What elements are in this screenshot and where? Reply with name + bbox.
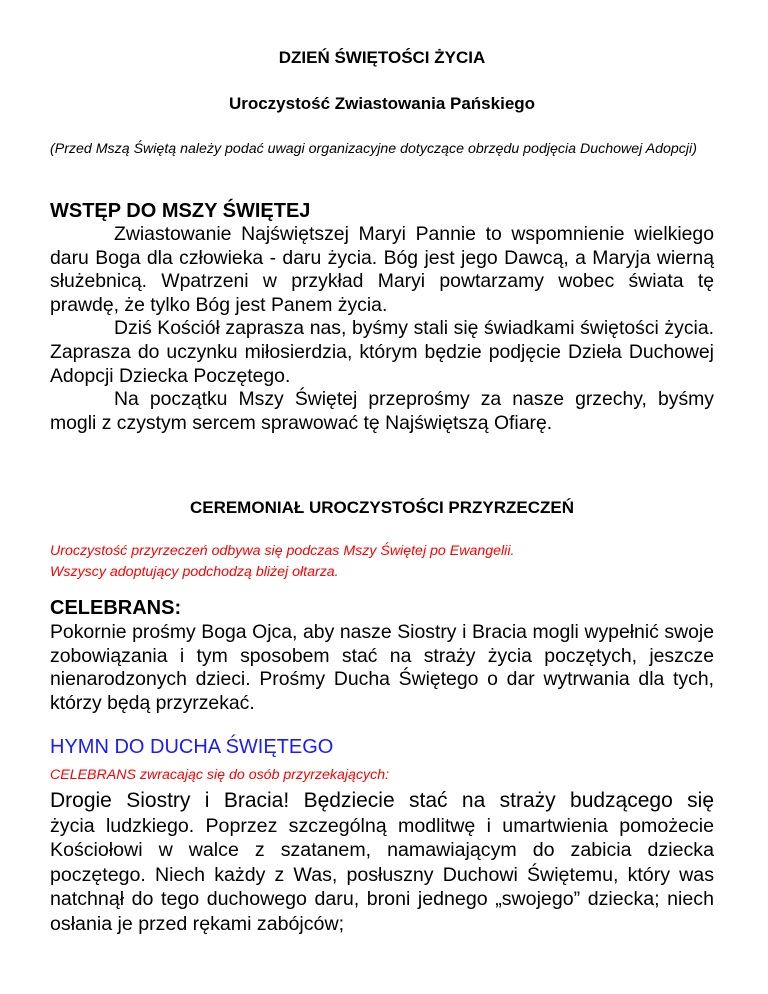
intro-paragraph: Zwiastowanie Najświętszej Maryi Pannie to wspomnienie wielkiego daru Boga dla człowieka - daru życia. Bóg jest jego Dawcą, a Maryja wierną służebnicą. Wpatrzeni w przykład Maryi powtarzamy wobec świata tę prawdę, że tylko Bóg jest Panem życia. [50,223,714,316]
celebrans-label: CELEBRANS: [50,597,182,619]
hymn-address-block [50,789,714,937]
ceremony-rubric [50,541,714,583]
hymn-address-first-line: Drogie Siostry i Bracia! Będziecie stać na straży budzącego się [50,789,714,812]
intro-block [50,223,714,435]
intro-paragraph: Na początku Mszy Świętej przeprośmy za nasze grzechy, byśmy mogli z czystym sercem sprawować tę Najświętszą Ofiarę. [50,388,714,434]
hymn-address-text [50,789,714,814]
ceremony-rubric-line: Wszyscy adoptujący podchodzą bliżej ołtarza. [50,564,339,580]
document-title: DZIEŃ ŚWIĘTOŚCI ŻYCIA [278,48,486,67]
intro-paragraph: Dziś Kościół zaprasza nas, byśmy stali się świadkami świętości życia. Zaprasza do uczynku miłosierdzia, którym będzie podjęcie Dzieła Duchowej Adopcji Dziecka Poczętego. [50,317,714,387]
ceremony-heading: CEREMONIAŁ UROCZYSTOŚCI PRZYRZECZEŃ [189,498,575,517]
document-subtitle: Uroczystość Zwiastowania Pańskiego [228,94,536,113]
hymn-address-rest: życia ludzkiego. Poprzez szczególną modlitwę i umartwienia pomożecie Kościołowi w walce z szatanem, namawiającym do zabicia dziecka poczętego. Niech każdy z Was, posłuszny Duchowi Świętemu, który was natchnął do tego duchowego daru, broni jednego „swojego” dziecka; niech osłania je przed rękami zabójców; [50,814,714,935]
celebrans-text: Pokornie prośmy Boga Ojca, aby nasze Siostry i Bracia mogli wypełnić swoje zobowiązania i tym sposobem stać na straży życia poczętych, jeszcze nienarodzonych dzieci. Prośmy Ducha Świętego o dar wytrwania dla tych, którzy będą przyrzekać. [50,621,714,714]
celebrans-block [50,621,714,715]
hymn-rubric: CELEBRANS zwracając się do osób przyrzekających: [50,767,390,783]
hymn-heading: HYMN DO DUCHA ŚWIĘTEGO [50,736,334,758]
organizational-note: (Przed Mszą Świętą należy podać uwagi organizacyjne dotyczące obrzędu podjęcia Duchowej Adopcji) [50,141,697,157]
intro-heading: WSTĘP DO MSZY ŚWIĘTEJ [50,200,311,222]
ceremony-rubric-line: Uroczystość przyrzeczeń odbywa się podczas Mszy Świętej po Ewangelii. [50,543,515,559]
